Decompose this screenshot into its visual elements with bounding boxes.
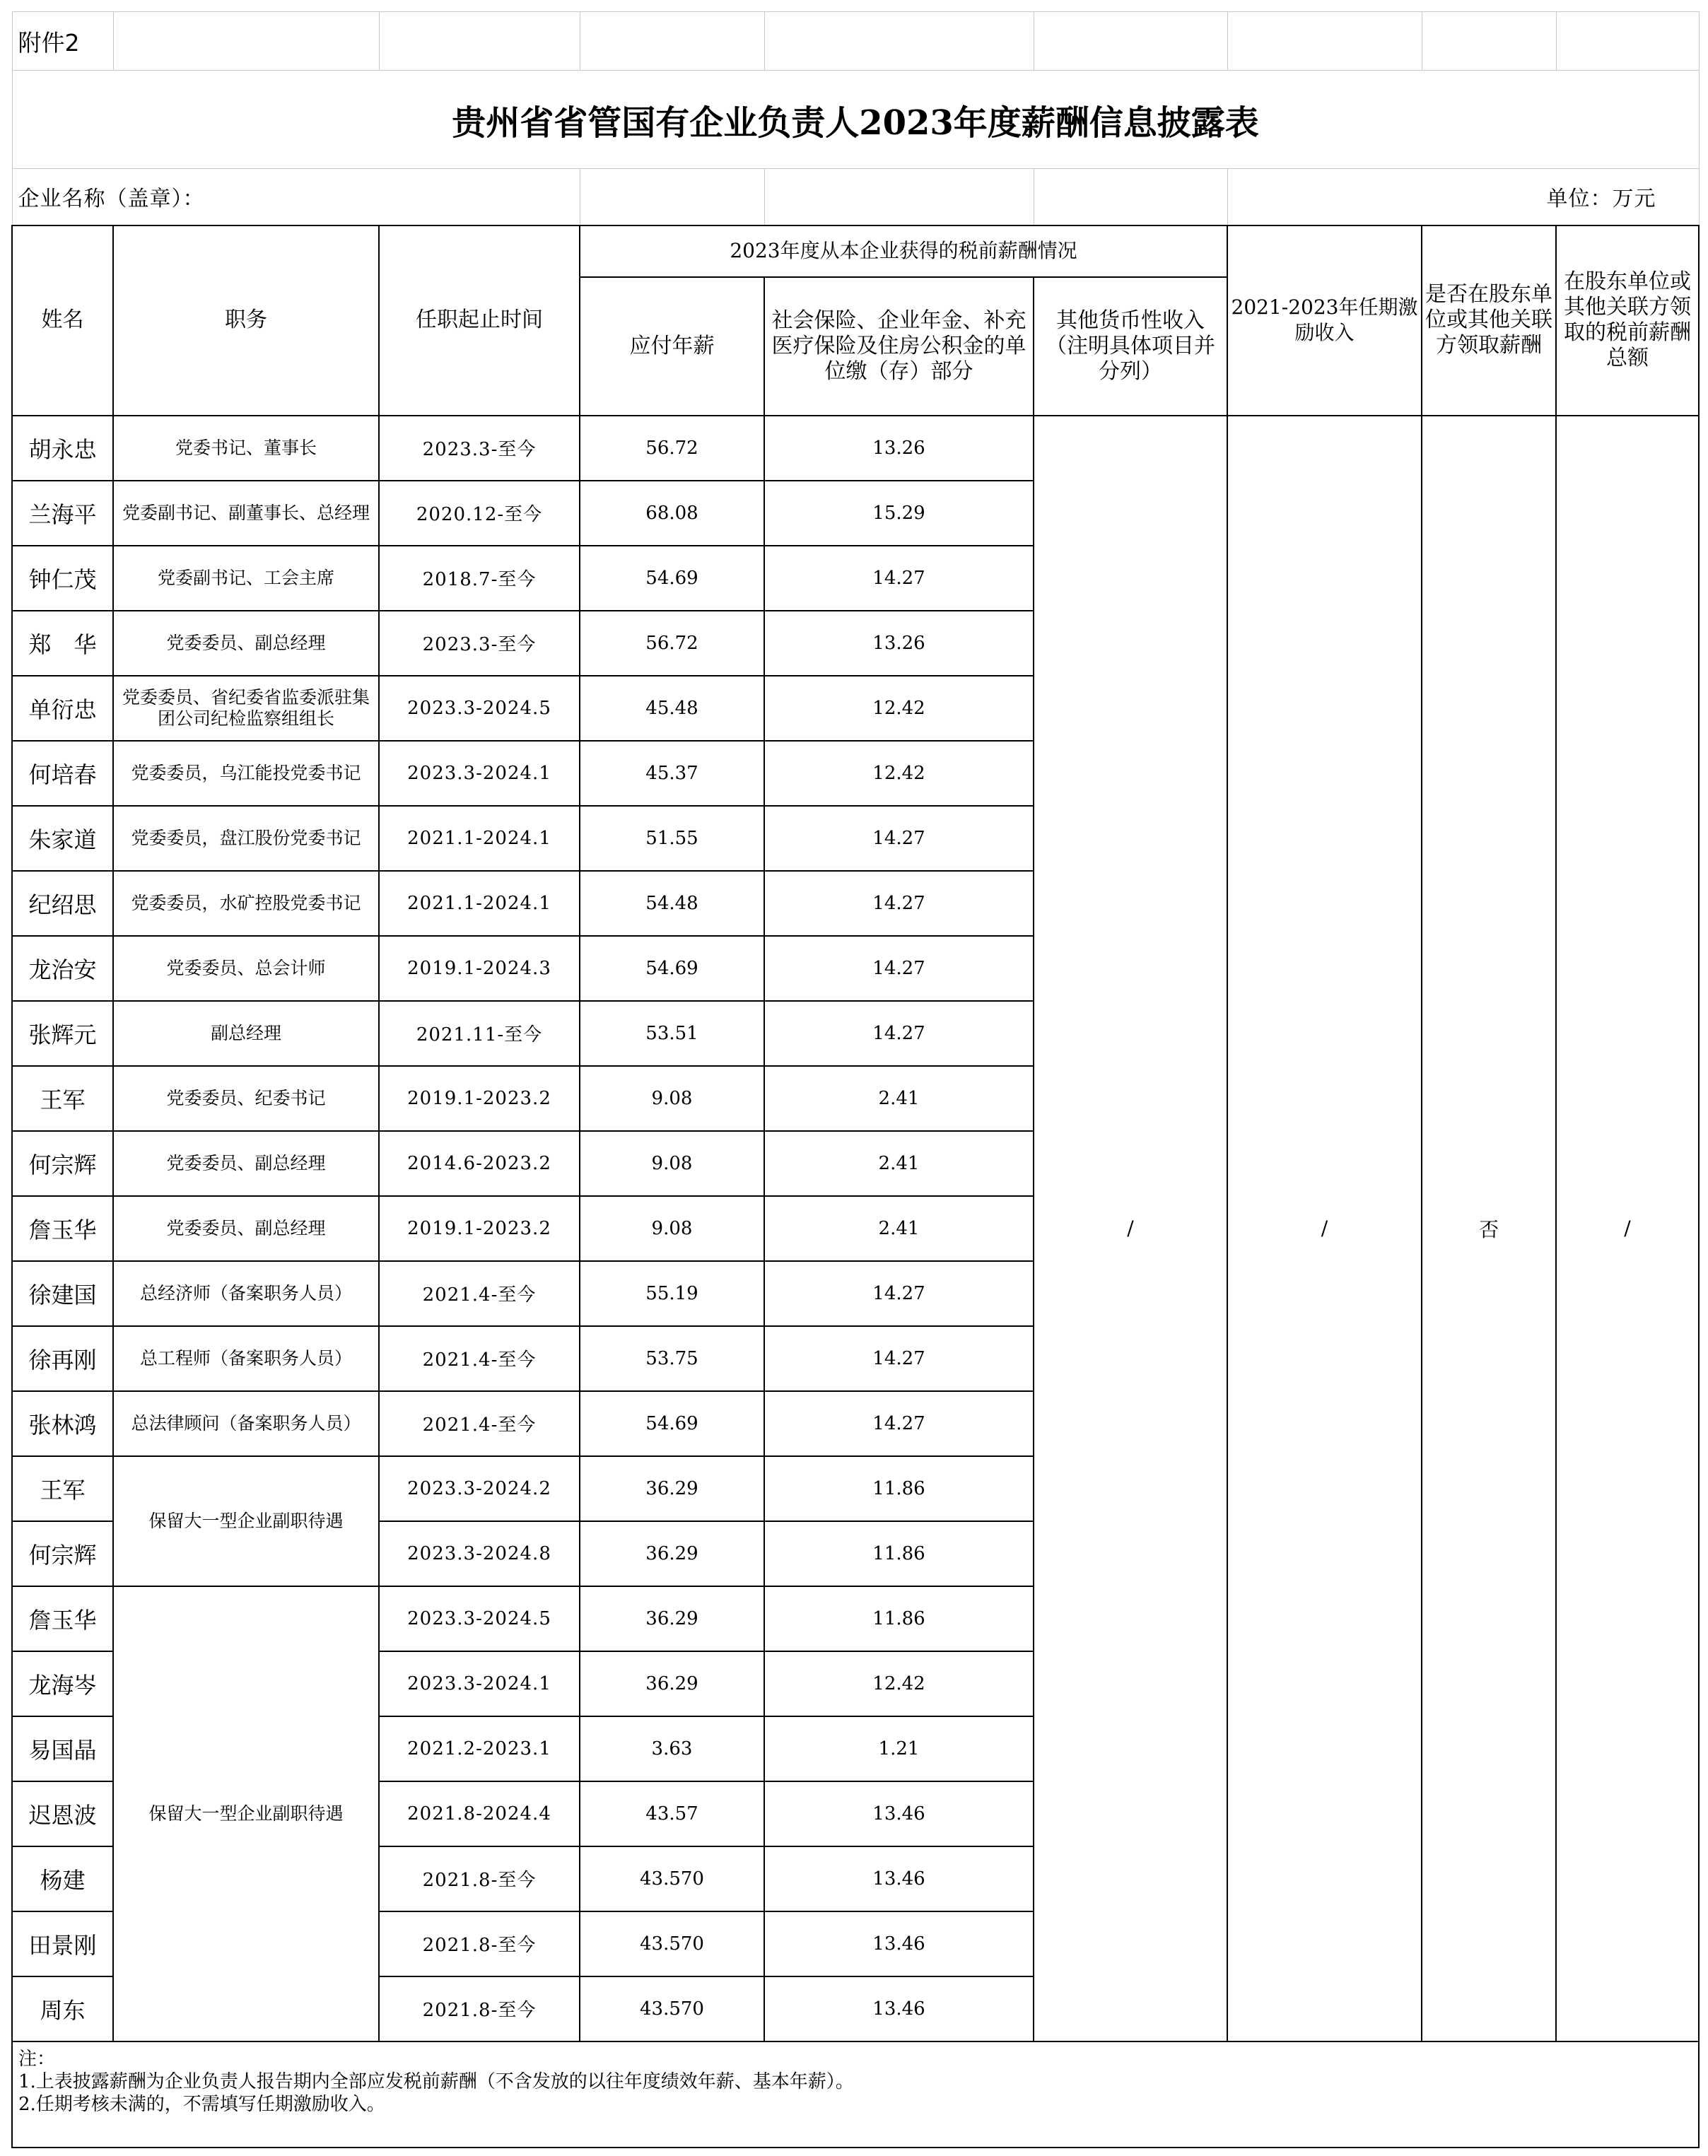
company-row <box>12 169 1699 225</box>
company-label: 企业名称（盖章）： <box>12 169 580 225</box>
person-name: 周东 <box>12 1976 113 2041</box>
header-shareholder-total: 在股东单位或其他关联方领取的税前薪酬总额 <box>1556 225 1699 416</box>
annual-salary-value: 68.08 <box>580 481 764 546</box>
person-position: 党委委员、副总经理 <box>113 1131 379 1196</box>
annual-salary-value: 43.570 <box>580 1911 764 1976</box>
person-name: 纪绍思 <box>12 871 113 936</box>
annual-salary-value: 55.19 <box>580 1261 764 1326</box>
shareholder-flag-value: 否 <box>1422 416 1556 2041</box>
note-line: 2.任期考核未满的，不需填写任期激励收入。 <box>18 2093 385 2115</box>
person-position: 总经济师（备案职务人员） <box>113 1261 379 1326</box>
header-salary-group: 2023年度从本企业获得的税前薪酬情况 <box>580 225 1227 277</box>
annual-salary-value: 43.57 <box>580 1781 764 1846</box>
person-tenure: 2023.3-2024.1 <box>379 741 580 806</box>
header-position: 职务 <box>113 225 379 416</box>
social-insurance-value: 13.46 <box>764 1976 1034 2041</box>
person-name: 徐再刚 <box>12 1326 113 1391</box>
social-insurance-value: 13.26 <box>764 611 1034 676</box>
annual-salary-value: 43.570 <box>580 1976 764 2041</box>
social-insurance-value: 14.27 <box>764 1391 1034 1456</box>
table-row <box>12 416 1699 481</box>
note-line: 注： <box>18 2048 56 2070</box>
person-position: 党委委员、副总经理 <box>113 1196 379 1261</box>
header-row-1 <box>12 225 1699 277</box>
annual-salary-value: 9.08 <box>580 1131 764 1196</box>
person-name: 朱家道 <box>12 806 113 871</box>
person-name: 王军 <box>12 1456 113 1521</box>
social-insurance-value: 1.21 <box>764 1716 1034 1781</box>
header-name: 姓名 <box>12 225 113 416</box>
person-name: 易国晶 <box>12 1716 113 1781</box>
person-position: 总法律顾问（备案职务人员） <box>113 1391 379 1456</box>
social-insurance-value: 14.27 <box>764 806 1034 871</box>
person-name: 张林鸿 <box>12 1391 113 1456</box>
person-position: 党委委员、省纪委省监委派驻集团公司纪检监察组组长 <box>113 676 379 741</box>
annual-salary-value: 54.48 <box>580 871 764 936</box>
annual-salary-value: 45.37 <box>580 741 764 806</box>
annual-salary-value: 56.72 <box>580 611 764 676</box>
person-tenure: 2019.1-2024.3 <box>379 936 580 1001</box>
person-tenure: 2021.1-2024.1 <box>379 871 580 936</box>
title-row <box>12 71 1699 169</box>
social-insurance-value: 12.42 <box>764 676 1034 741</box>
social-insurance-value: 13.46 <box>764 1846 1034 1911</box>
social-insurance-value: 12.42 <box>764 1651 1034 1716</box>
header-shareholder-flag: 是否在股东单位或其他关联方领取薪酬 <box>1422 225 1556 416</box>
person-position: 党委书记、董事长 <box>113 416 379 481</box>
person-tenure: 2021.1-2024.1 <box>379 806 580 871</box>
social-insurance-value: 14.27 <box>764 1261 1034 1326</box>
annual-salary-value: 36.29 <box>580 1651 764 1716</box>
annual-salary-value: 54.69 <box>580 546 764 611</box>
annual-salary-value: 53.51 <box>580 1001 764 1066</box>
annual-salary-value: 36.29 <box>580 1456 764 1521</box>
person-tenure: 2021.11-至今 <box>379 1001 580 1066</box>
social-insurance-value: 2.41 <box>764 1196 1034 1261</box>
social-insurance-value: 14.27 <box>764 871 1034 936</box>
attachment-row <box>12 12 1699 71</box>
attachment-label: 附件2 <box>12 12 113 71</box>
other-income-value: / <box>1034 416 1227 2041</box>
notes-row <box>12 2041 1699 2148</box>
person-tenure: 2019.1-2023.2 <box>379 1066 580 1131</box>
person-tenure: 2021.2-2023.1 <box>379 1716 580 1781</box>
person-tenure: 2023.3-2024.5 <box>379 1586 580 1651</box>
annual-salary-value: 53.75 <box>580 1326 764 1391</box>
person-position: 党委委员，水矿控股党委书记 <box>113 871 379 936</box>
unit-label: 单位：万元 <box>1227 169 1699 225</box>
person-position: 党委委员，乌江能投党委书记 <box>113 741 379 806</box>
person-name: 单衍忠 <box>12 676 113 741</box>
person-name: 杨建 <box>12 1846 113 1911</box>
social-insurance-value: 14.27 <box>764 546 1034 611</box>
person-tenure: 2019.1-2023.2 <box>379 1196 580 1261</box>
person-tenure: 2023.3-至今 <box>379 611 580 676</box>
person-tenure: 2023.3-至今 <box>379 416 580 481</box>
annual-salary-value: 36.29 <box>580 1586 764 1651</box>
person-name: 胡永忠 <box>12 416 113 481</box>
person-position: 副总经理 <box>113 1001 379 1066</box>
person-tenure: 2023.3-2024.8 <box>379 1521 580 1586</box>
person-name: 何宗辉 <box>12 1131 113 1196</box>
person-name: 徐建国 <box>12 1261 113 1326</box>
annual-salary-value: 3.63 <box>580 1716 764 1781</box>
annual-salary-value: 45.48 <box>580 676 764 741</box>
annual-salary-value: 9.08 <box>580 1196 764 1261</box>
incentive-value: / <box>1227 416 1422 2041</box>
person-name: 田景刚 <box>12 1911 113 1976</box>
person-name: 龙海岑 <box>12 1651 113 1716</box>
social-insurance-value: 14.27 <box>764 936 1034 1001</box>
notes-section <box>12 2041 1699 2148</box>
person-tenure: 2021.8-2024.4 <box>379 1781 580 1846</box>
social-insurance-value: 13.46 <box>764 1911 1034 1976</box>
annual-salary-value: 54.69 <box>580 936 764 1001</box>
person-position: 党委副书记、工会主席 <box>113 546 379 611</box>
annual-salary-value: 51.55 <box>580 806 764 871</box>
person-tenure: 2020.12-至今 <box>379 481 580 546</box>
header-annual-salary: 应付年薪 <box>580 277 764 416</box>
annual-salary-value: 9.08 <box>580 1066 764 1131</box>
merged-position: 保留大一型企业副职待遇 <box>113 1586 379 2041</box>
social-insurance-value: 2.41 <box>764 1131 1034 1196</box>
person-position: 总工程师（备案职务人员） <box>113 1326 379 1391</box>
person-name: 迟恩波 <box>12 1781 113 1846</box>
person-position: 党委委员、纪委书记 <box>113 1066 379 1131</box>
social-insurance-value: 2.41 <box>764 1066 1034 1131</box>
person-tenure: 2021.4-至今 <box>379 1391 580 1456</box>
header-tenure: 任职起止时间 <box>379 225 580 416</box>
person-tenure: 2021.8-至今 <box>379 1976 580 2041</box>
social-insurance-value: 13.26 <box>764 416 1034 481</box>
shareholder-total-value: / <box>1556 416 1699 2041</box>
person-tenure: 2018.7-至今 <box>379 546 580 611</box>
person-name: 钟仁茂 <box>12 546 113 611</box>
person-position: 党委委员，盘江股份党委书记 <box>113 806 379 871</box>
person-tenure: 2021.4-至今 <box>379 1261 580 1326</box>
annual-salary-value: 43.570 <box>580 1846 764 1911</box>
header-social-insurance: 社会保险、企业年金、补充医疗保险及住房公积金的单位缴（存）部分 <box>764 277 1034 416</box>
person-tenure: 2021.8-至今 <box>379 1846 580 1911</box>
header-incentive: 2021-2023年任期激励收入 <box>1227 225 1422 416</box>
social-insurance-value: 12.42 <box>764 741 1034 806</box>
person-name: 何宗辉 <box>12 1521 113 1586</box>
disclosure-table <box>11 11 1700 2148</box>
person-position: 党委委员、总会计师 <box>113 936 379 1001</box>
person-position: 党委委员、副总经理 <box>113 611 379 676</box>
person-name: 龙治安 <box>12 936 113 1001</box>
person-position: 党委副书记、副董事长、总经理 <box>113 481 379 546</box>
person-tenure: 2021.4-至今 <box>379 1326 580 1391</box>
person-name: 詹玉华 <box>12 1586 113 1651</box>
social-insurance-value: 11.86 <box>764 1586 1034 1651</box>
annual-salary-value: 56.72 <box>580 416 764 481</box>
person-name: 詹玉华 <box>12 1196 113 1261</box>
social-insurance-value: 14.27 <box>764 1326 1034 1391</box>
person-name: 何培春 <box>12 741 113 806</box>
person-name: 郑 华 <box>12 611 113 676</box>
person-name: 王军 <box>12 1066 113 1131</box>
person-tenure: 2014.6-2023.2 <box>379 1131 580 1196</box>
social-insurance-value: 13.46 <box>764 1781 1034 1846</box>
person-tenure: 2023.3-2024.5 <box>379 676 580 741</box>
page-title: 贵州省省管国有企业负责人2023年度薪酬信息披露表 <box>12 71 1699 169</box>
social-insurance-value: 14.27 <box>764 1001 1034 1066</box>
person-name: 张辉元 <box>12 1001 113 1066</box>
person-tenure: 2021.8-至今 <box>379 1911 580 1976</box>
person-tenure: 2023.3-2024.2 <box>379 1456 580 1521</box>
person-tenure: 2023.3-2024.1 <box>379 1651 580 1716</box>
social-insurance-value: 15.29 <box>764 481 1034 546</box>
merged-position: 保留大一型企业副职待遇 <box>113 1456 379 1586</box>
social-insurance-value: 11.86 <box>764 1521 1034 1586</box>
person-name: 兰海平 <box>12 481 113 546</box>
annual-salary-value: 54.69 <box>580 1391 764 1456</box>
header-other-income: 其他货币性收入（注明具体项目并分列） <box>1034 277 1227 416</box>
note-line: 1.上表披露薪酬为企业负责人报告期内全部应发税前薪酬（不含发放的以往年度绩效年薪、基本年薪）。 <box>18 2070 854 2092</box>
social-insurance-value: 11.86 <box>764 1456 1034 1521</box>
annual-salary-value: 36.29 <box>580 1521 764 1586</box>
